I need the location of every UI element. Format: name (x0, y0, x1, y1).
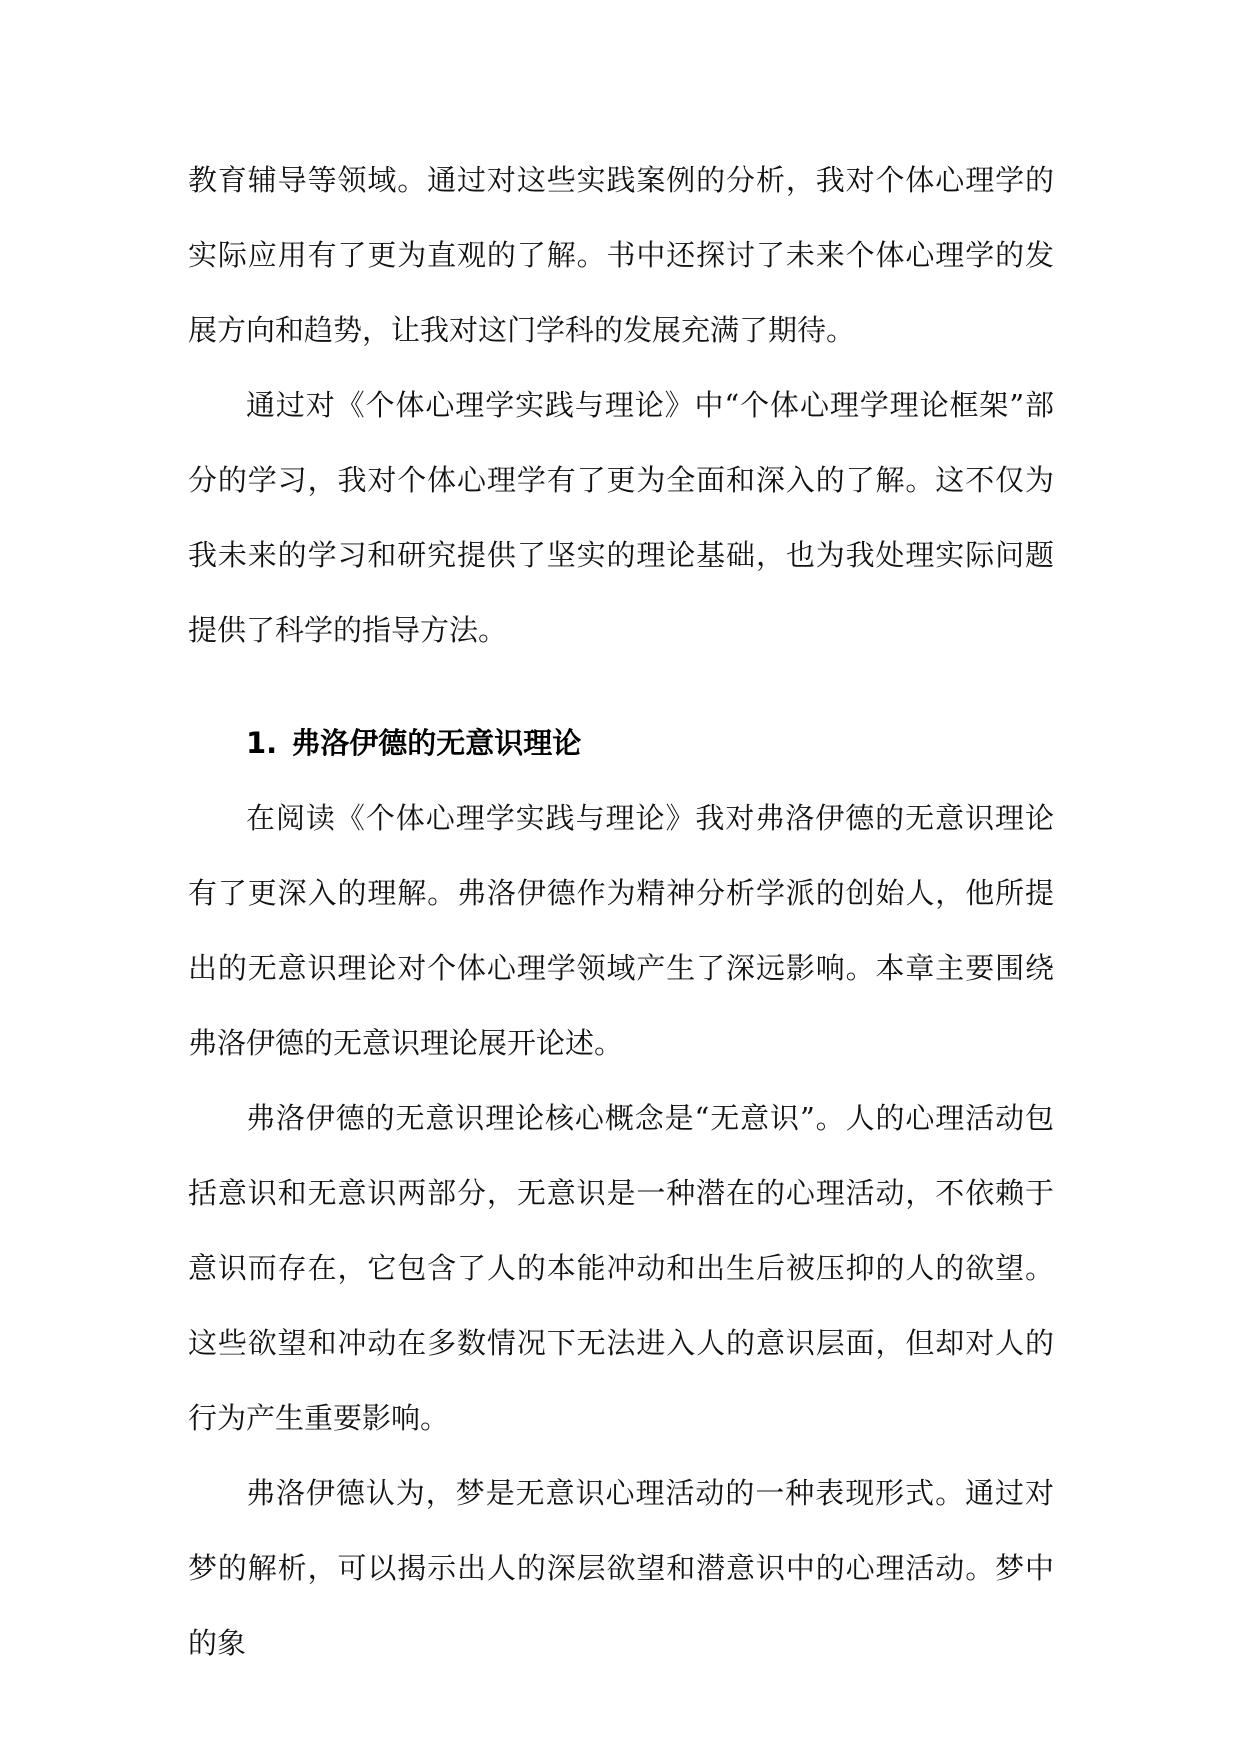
document-body (188, 143, 1054, 1681)
paragraph-dreams: 弗洛伊德认为，梦是无意识心理活动的一种表现形式。通过对梦的解析，可以揭示出人的深层欲望和潜意识中的心理活动。梦中的象 (188, 1476, 1054, 1660)
paragraph-summary: 通过对《个体心理学实践与理论》中“个体心理学理论框架”部分的学习，我对个体心理学有了更为全面和深入的了解。这不仅为我未来的学习和研究提供了坚实的理论基础，也为我处理实际问题提供了科学的指导方法。 (188, 388, 1054, 647)
section-heading (188, 706, 1054, 781)
paragraph-continued: 教育辅导等领域。通过对这些实践案例的分析，我对个体心理学的实际应用有了更为直观的了解。书中还探讨了未来个体心理学的发展方向和趋势，让我对这门学科的发展充满了期待。 (188, 163, 1054, 347)
paragraph-unconscious-concept: 弗洛伊德的无意识理论核心概念是“无意识”。人的心理活动包括意识和无意识两部分，无意识是一种潜在的心理活动，不依赖于意识而存在，它包含了人的本能冲动和出生后被压抑的人的欲望。这些欲望和冲动在多数情况下无法进入人的意识层面，但却对人的行为产生重要影响。 (188, 1101, 1054, 1435)
section-title: 弗洛伊德的无意识理论 (291, 726, 582, 760)
paragraph-intro: 在阅读《个体心理学实践与理论》我对弗洛伊德的无意识理论有了更深入的理解。弗洛伊德作为精神分析学派的创始人，他所提出的无意识理论对个体心理学领域产生了深远影响。本章主要围绕弗洛伊德的无意识理论展开论述。 (188, 801, 1054, 1060)
section-number: 1. (246, 726, 278, 760)
